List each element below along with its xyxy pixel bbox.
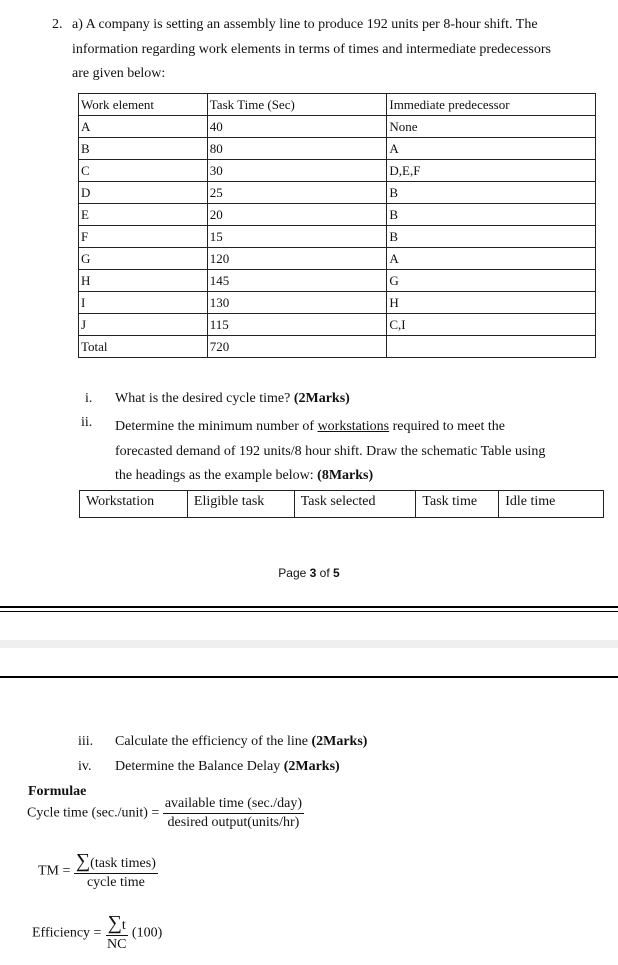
- row-work-element: B: [79, 138, 208, 160]
- total-label: Total: [79, 336, 208, 358]
- cycle-time-numerator: available time (sec./day): [163, 796, 304, 814]
- efficiency-numerator: [106, 914, 128, 936]
- page-gap: [0, 640, 618, 648]
- page-of: of: [316, 566, 334, 580]
- subq-ii: [115, 415, 545, 489]
- page-prefix: Page: [278, 566, 310, 580]
- page-break-line-bottom: [0, 611, 618, 612]
- row-predecessor: None: [387, 116, 596, 138]
- subq-iv-text: Determine the Balance Delay: [115, 759, 284, 774]
- subq-i-marks: (2Marks): [293, 391, 350, 406]
- ws-header-workstation: Workstation: [80, 491, 188, 518]
- header-work-element: Work element: [79, 94, 208, 116]
- intro-line-3: are given below:: [72, 66, 166, 81]
- table-row: [79, 182, 596, 204]
- page-top-line: [0, 676, 618, 678]
- subq-iii-marks: (2Marks): [311, 734, 368, 749]
- intro-line-1: a) A company is setting an assembly line to produce 192 units per 8-hour shift. The: [72, 17, 538, 32]
- subq-i-text: What is the desired cycle time?: [115, 391, 294, 406]
- table-row: [79, 270, 596, 292]
- page-number: 3: [309, 566, 317, 580]
- subq-iii: [115, 734, 367, 750]
- row-predecessor: B: [387, 182, 596, 204]
- subq-ii-line-3-text: the headings as the example below:: [115, 468, 318, 483]
- table-row: [79, 160, 596, 182]
- efficiency-tail: (100): [131, 925, 163, 941]
- row-task-time: 115: [207, 314, 387, 336]
- row-work-element: F: [79, 226, 208, 248]
- table-row: [79, 138, 596, 160]
- subq-ii-text-a: Determine the minimum number of: [115, 419, 318, 434]
- row-task-time: 25: [207, 182, 387, 204]
- table-row: [79, 116, 596, 138]
- row-work-element: C: [79, 160, 208, 182]
- subq-i-number: i.: [85, 391, 93, 406]
- row-task-time: 80: [207, 138, 387, 160]
- subq-iii-number: iii.: [78, 734, 94, 749]
- tm-formula: [38, 852, 158, 891]
- subq-iv-marks: (2Marks): [283, 759, 340, 774]
- cycle-time-formula: [27, 796, 304, 831]
- row-task-time: 40: [207, 116, 387, 138]
- tm-numerator-text: (task times): [90, 856, 156, 871]
- efficiency-lhs: Efficiency =: [32, 925, 102, 941]
- row-predecessor: C,I: [387, 314, 596, 336]
- subq-iv-number: iv.: [78, 759, 92, 774]
- subq-ii-number: ii.: [81, 415, 93, 430]
- table-row: [79, 314, 596, 336]
- subq-iv: [115, 759, 340, 775]
- row-task-time: 15: [207, 226, 387, 248]
- subq-iii-text: Calculate the efficiency of the line: [115, 734, 312, 749]
- row-predecessor: B: [387, 204, 596, 226]
- ws-header-idle-time: Idle time: [499, 491, 604, 518]
- page-break-line-top: [0, 606, 618, 608]
- row-task-time: 130: [207, 292, 387, 314]
- tm-numerator: [74, 852, 158, 874]
- row-task-time: 145: [207, 270, 387, 292]
- work-element-table-body: [79, 94, 596, 358]
- cycle-time-denominator: desired output(units/hr): [167, 815, 300, 830]
- subq-i: [115, 391, 350, 407]
- subq-ii-marks: (8Marks): [317, 468, 374, 483]
- row-work-element: J: [79, 314, 208, 336]
- table-total-row: [79, 336, 596, 358]
- total-value: 720: [207, 336, 387, 358]
- ws-header-eligible-task: Eligible task: [187, 491, 294, 518]
- row-work-element: A: [79, 116, 208, 138]
- row-predecessor: A: [387, 138, 596, 160]
- row-task-time: 30: [207, 160, 387, 182]
- sigma-symbol: ∑: [107, 912, 122, 934]
- table-row: [79, 248, 596, 270]
- formulae-heading: Formulae: [28, 784, 87, 799]
- ws-header-task-selected: Task selected: [294, 491, 416, 518]
- question-number: 2.: [52, 17, 63, 32]
- tm-lhs: TM =: [38, 863, 71, 879]
- row-predecessor: G: [387, 270, 596, 292]
- table-header-row: [79, 94, 596, 116]
- ws-header-task-time: Task time: [416, 491, 499, 518]
- subq-ii-line-2: forecasted demand of 192 units/8 hour shift. Draw the schematic Table using: [115, 443, 546, 459]
- page-footer: [0, 566, 618, 580]
- efficiency-denominator: NC: [106, 937, 127, 952]
- efficiency-numerator-text: t: [121, 918, 126, 933]
- row-predecessor: H: [387, 292, 596, 314]
- subq-ii-text-b: required to meet the: [389, 419, 505, 434]
- row-work-element: G: [79, 248, 208, 270]
- row-task-time: 20: [207, 204, 387, 226]
- row-work-element: I: [79, 292, 208, 314]
- row-task-time: 120: [207, 248, 387, 270]
- subq-ii-underlined: workstations: [317, 419, 390, 434]
- ws-header-row: [80, 491, 604, 518]
- tm-denominator: cycle time: [86, 875, 145, 890]
- header-predecessor: Immediate predecessor: [387, 94, 596, 116]
- table-row: [79, 226, 596, 248]
- row-predecessor: A: [387, 248, 596, 270]
- table-row: [79, 292, 596, 314]
- page-total: 5: [333, 566, 340, 580]
- total-predecessor: [387, 336, 596, 358]
- question-intro: [72, 13, 612, 87]
- efficiency-formula: [32, 914, 162, 953]
- efficiency-fraction: [105, 914, 128, 953]
- sigma-symbol: ∑: [75, 850, 91, 872]
- row-work-element: H: [79, 270, 208, 292]
- intro-line-2: information regarding work elements in terms of times and intermediate predecessors: [72, 41, 551, 57]
- row-predecessor: B: [387, 226, 596, 248]
- header-task-time: Task Time (Sec): [207, 94, 387, 116]
- cycle-time-lhs: Cycle time (sec./unit) =: [27, 805, 160, 821]
- workstation-table: [79, 490, 604, 518]
- row-work-element: E: [79, 204, 208, 226]
- work-element-table: [78, 93, 596, 358]
- table-row: [79, 204, 596, 226]
- tm-fraction: [74, 852, 158, 891]
- row-work-element: D: [79, 182, 208, 204]
- row-predecessor: D,E,F: [387, 160, 596, 182]
- subq-ii-line-1: [115, 415, 545, 440]
- cycle-time-fraction: [163, 796, 304, 831]
- subq-ii-line-3: [115, 464, 545, 489]
